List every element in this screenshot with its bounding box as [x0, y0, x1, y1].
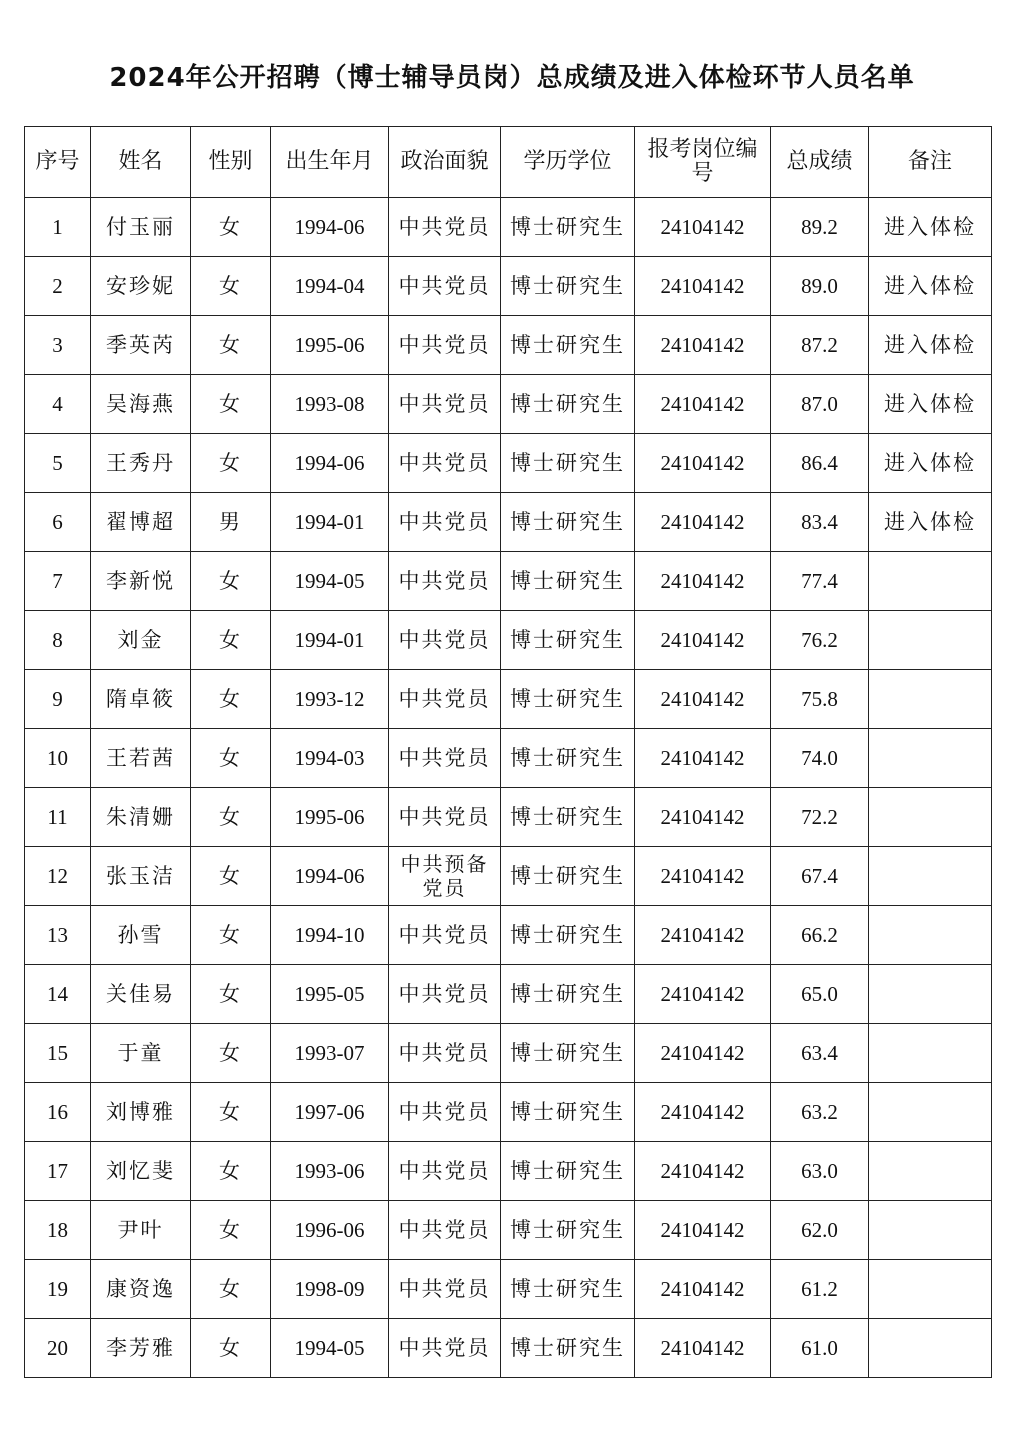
cell-remark — [869, 1083, 992, 1142]
cell-name: 安珍妮 — [91, 257, 191, 316]
header-birth: 出生年月 — [271, 127, 389, 198]
cell-post-code: 24104142 — [635, 670, 771, 729]
cell-political: 中共党员 — [389, 1260, 501, 1319]
table-body — [25, 198, 992, 1378]
cell-political: 中共党员 — [389, 1142, 501, 1201]
cell-degree: 博士研究生 — [501, 434, 635, 493]
table-row — [25, 1024, 992, 1083]
cell-gender: 女 — [191, 788, 271, 847]
cell-score: 67.4 — [771, 847, 869, 906]
table-row — [25, 788, 992, 847]
cell-gender: 女 — [191, 1319, 271, 1378]
cell-political: 中共党员 — [389, 198, 501, 257]
cell-political: 中共党员 — [389, 788, 501, 847]
cell-degree: 博士研究生 — [501, 1201, 635, 1260]
cell-degree: 博士研究生 — [501, 729, 635, 788]
cell-birth: 1994-06 — [271, 847, 389, 906]
cell-gender: 女 — [191, 1260, 271, 1319]
cell-degree: 博士研究生 — [501, 552, 635, 611]
table-header-row — [25, 127, 992, 198]
cell-birth: 1993-12 — [271, 670, 389, 729]
cell-post-code: 24104142 — [635, 434, 771, 493]
cell-degree: 博士研究生 — [501, 611, 635, 670]
cell-index: 7 — [25, 552, 91, 611]
table-row — [25, 670, 992, 729]
cell-index: 17 — [25, 1142, 91, 1201]
cell-post-code: 24104142 — [635, 1201, 771, 1260]
cell-degree: 博士研究生 — [501, 1142, 635, 1201]
table-row — [25, 257, 992, 316]
cell-score: 87.2 — [771, 316, 869, 375]
cell-post-code: 24104142 — [635, 611, 771, 670]
cell-name: 王若茜 — [91, 729, 191, 788]
cell-degree: 博士研究生 — [501, 1083, 635, 1142]
cell-birth: 1994-05 — [271, 1319, 389, 1378]
cell-remark — [869, 1201, 992, 1260]
cell-name: 康资逸 — [91, 1260, 191, 1319]
header-post-code: 报考岗位编号 — [635, 127, 771, 198]
cell-index: 10 — [25, 729, 91, 788]
cell-political: 中共党员 — [389, 611, 501, 670]
cell-birth: 1997-06 — [271, 1083, 389, 1142]
cell-remark — [869, 788, 992, 847]
cell-remark: 进入体检 — [869, 375, 992, 434]
cell-score: 61.0 — [771, 1319, 869, 1378]
cell-index: 20 — [25, 1319, 91, 1378]
cell-name: 刘金 — [91, 611, 191, 670]
cell-gender: 女 — [191, 611, 271, 670]
cell-post-code: 24104142 — [635, 257, 771, 316]
cell-post-code: 24104142 — [635, 1260, 771, 1319]
cell-political: 中共党员 — [389, 1024, 501, 1083]
cell-remark — [869, 1260, 992, 1319]
table-row — [25, 434, 992, 493]
cell-gender: 女 — [191, 316, 271, 375]
cell-index: 9 — [25, 670, 91, 729]
cell-post-code: 24104142 — [635, 552, 771, 611]
cell-post-code: 24104142 — [635, 493, 771, 552]
cell-degree: 博士研究生 — [501, 198, 635, 257]
cell-post-code: 24104142 — [635, 1319, 771, 1378]
cell-gender: 女 — [191, 1201, 271, 1260]
cell-post-code: 24104142 — [635, 198, 771, 257]
cell-index: 1 — [25, 198, 91, 257]
cell-name: 刘博雅 — [91, 1083, 191, 1142]
cell-degree: 博士研究生 — [501, 906, 635, 965]
cell-birth: 1993-08 — [271, 375, 389, 434]
table-row — [25, 965, 992, 1024]
cell-political: 中共党员 — [389, 552, 501, 611]
cell-birth: 1994-03 — [271, 729, 389, 788]
cell-name: 于童 — [91, 1024, 191, 1083]
cell-post-code: 24104142 — [635, 375, 771, 434]
cell-score: 62.0 — [771, 1201, 869, 1260]
cell-birth: 1994-04 — [271, 257, 389, 316]
cell-gender: 女 — [191, 847, 271, 906]
header-remark: 备注 — [869, 127, 992, 198]
cell-post-code: 24104142 — [635, 965, 771, 1024]
cell-score: 63.2 — [771, 1083, 869, 1142]
header-name: 姓名 — [91, 127, 191, 198]
cell-degree: 博士研究生 — [501, 257, 635, 316]
cell-gender: 女 — [191, 1142, 271, 1201]
cell-political: 中共党员 — [389, 906, 501, 965]
cell-remark — [869, 965, 992, 1024]
header-score: 总成绩 — [771, 127, 869, 198]
table-row — [25, 1142, 992, 1201]
cell-degree: 博士研究生 — [501, 847, 635, 906]
cell-remark — [869, 670, 992, 729]
table-row — [25, 198, 992, 257]
cell-post-code: 24104142 — [635, 1142, 771, 1201]
cell-political: 中共党员 — [389, 1083, 501, 1142]
cell-remark — [869, 1142, 992, 1201]
cell-birth: 1995-05 — [271, 965, 389, 1024]
cell-score: 63.0 — [771, 1142, 869, 1201]
table-row — [25, 1319, 992, 1378]
cell-score: 76.2 — [771, 611, 869, 670]
cell-score: 75.8 — [771, 670, 869, 729]
cell-political: 中共党员 — [389, 729, 501, 788]
cell-remark — [869, 611, 992, 670]
cell-gender: 女 — [191, 965, 271, 1024]
cell-name: 翟博超 — [91, 493, 191, 552]
table-row — [25, 1083, 992, 1142]
cell-index: 13 — [25, 906, 91, 965]
cell-index: 18 — [25, 1201, 91, 1260]
cell-name: 王秀丹 — [91, 434, 191, 493]
cell-degree: 博士研究生 — [501, 788, 635, 847]
cell-remark — [869, 1319, 992, 1378]
table-row — [25, 906, 992, 965]
cell-political: 中共党员 — [389, 1319, 501, 1378]
table-row — [25, 611, 992, 670]
cell-post-code: 24104142 — [635, 316, 771, 375]
cell-score: 65.0 — [771, 965, 869, 1024]
cell-score: 61.2 — [771, 1260, 869, 1319]
table-row — [25, 493, 992, 552]
cell-political: 中共预备 党员 — [389, 847, 501, 906]
cell-score: 63.4 — [771, 1024, 869, 1083]
cell-index: 8 — [25, 611, 91, 670]
cell-birth: 1993-07 — [271, 1024, 389, 1083]
cell-gender: 女 — [191, 906, 271, 965]
cell-index: 15 — [25, 1024, 91, 1083]
cell-index: 12 — [25, 847, 91, 906]
table-row — [25, 729, 992, 788]
cell-remark — [869, 552, 992, 611]
cell-index: 14 — [25, 965, 91, 1024]
results-table — [24, 126, 992, 1378]
cell-score: 86.4 — [771, 434, 869, 493]
cell-birth: 1994-10 — [271, 906, 389, 965]
cell-gender: 女 — [191, 375, 271, 434]
header-gender: 性别 — [191, 127, 271, 198]
cell-post-code: 24104142 — [635, 847, 771, 906]
cell-political: 中共党员 — [389, 965, 501, 1024]
cell-name: 尹叶 — [91, 1201, 191, 1260]
cell-score: 77.4 — [771, 552, 869, 611]
table-row — [25, 1260, 992, 1319]
cell-remark: 进入体检 — [869, 316, 992, 375]
cell-remark: 进入体检 — [869, 434, 992, 493]
cell-gender: 女 — [191, 198, 271, 257]
cell-birth: 1998-09 — [271, 1260, 389, 1319]
cell-score: 89.0 — [771, 257, 869, 316]
cell-political: 中共党员 — [389, 257, 501, 316]
cell-degree: 博士研究生 — [501, 1024, 635, 1083]
cell-remark — [869, 1024, 992, 1083]
cell-remark: 进入体检 — [869, 493, 992, 552]
cell-score: 74.0 — [771, 729, 869, 788]
cell-degree: 博士研究生 — [501, 493, 635, 552]
cell-post-code: 24104142 — [635, 729, 771, 788]
cell-index: 11 — [25, 788, 91, 847]
cell-political: 中共党员 — [389, 375, 501, 434]
cell-degree: 博士研究生 — [501, 375, 635, 434]
cell-score: 89.2 — [771, 198, 869, 257]
cell-post-code: 24104142 — [635, 1024, 771, 1083]
cell-birth: 1994-05 — [271, 552, 389, 611]
cell-gender: 男 — [191, 493, 271, 552]
cell-gender: 女 — [191, 1024, 271, 1083]
cell-score: 83.4 — [771, 493, 869, 552]
cell-index: 2 — [25, 257, 91, 316]
cell-name: 李芳雅 — [91, 1319, 191, 1378]
cell-birth: 1993-06 — [271, 1142, 389, 1201]
cell-name: 张玉洁 — [91, 847, 191, 906]
cell-name: 隋卓筱 — [91, 670, 191, 729]
cell-birth: 1995-06 — [271, 788, 389, 847]
cell-gender: 女 — [191, 434, 271, 493]
cell-remark — [869, 847, 992, 906]
cell-political: 中共党员 — [389, 493, 501, 552]
cell-post-code: 24104142 — [635, 788, 771, 847]
cell-remark: 进入体检 — [869, 257, 992, 316]
cell-post-code: 24104142 — [635, 1083, 771, 1142]
cell-birth: 1994-06 — [271, 198, 389, 257]
cell-post-code: 24104142 — [635, 906, 771, 965]
cell-birth: 1995-06 — [271, 316, 389, 375]
cell-index: 3 — [25, 316, 91, 375]
table-row — [25, 552, 992, 611]
header-degree: 学历学位 — [501, 127, 635, 198]
cell-degree: 博士研究生 — [501, 1319, 635, 1378]
cell-score: 66.2 — [771, 906, 869, 965]
cell-birth: 1996-06 — [271, 1201, 389, 1260]
cell-name: 朱清姗 — [91, 788, 191, 847]
cell-political: 中共党员 — [389, 316, 501, 375]
cell-remark — [869, 906, 992, 965]
cell-name: 刘忆斐 — [91, 1142, 191, 1201]
cell-name: 季英芮 — [91, 316, 191, 375]
cell-degree: 博士研究生 — [501, 1260, 635, 1319]
table-row — [25, 375, 992, 434]
cell-gender: 女 — [191, 552, 271, 611]
page-title: 2024年公开招聘（博士辅导员岗）总成绩及进入体检环节人员名单 — [109, 63, 915, 93]
cell-name: 李新悦 — [91, 552, 191, 611]
cell-index: 4 — [25, 375, 91, 434]
cell-name: 关佳易 — [91, 965, 191, 1024]
cell-degree: 博士研究生 — [501, 965, 635, 1024]
cell-name: 孙雪 — [91, 906, 191, 965]
cell-score: 87.0 — [771, 375, 869, 434]
cell-birth: 1994-01 — [271, 493, 389, 552]
table-row — [25, 1201, 992, 1260]
cell-gender: 女 — [191, 670, 271, 729]
cell-political: 中共党员 — [389, 670, 501, 729]
cell-index: 6 — [25, 493, 91, 552]
cell-birth: 1994-01 — [271, 611, 389, 670]
cell-birth: 1994-06 — [271, 434, 389, 493]
cell-degree: 博士研究生 — [501, 316, 635, 375]
cell-gender: 女 — [191, 729, 271, 788]
cell-score: 72.2 — [771, 788, 869, 847]
cell-index: 5 — [25, 434, 91, 493]
cell-gender: 女 — [191, 1083, 271, 1142]
cell-name: 吴海燕 — [91, 375, 191, 434]
header-political: 政治面貌 — [389, 127, 501, 198]
cell-remark — [869, 729, 992, 788]
cell-degree: 博士研究生 — [501, 670, 635, 729]
cell-political: 中共党员 — [389, 1201, 501, 1260]
table-row — [25, 316, 992, 375]
cell-index: 16 — [25, 1083, 91, 1142]
cell-political: 中共党员 — [389, 434, 501, 493]
header-index: 序号 — [25, 127, 91, 198]
cell-gender: 女 — [191, 257, 271, 316]
cell-name: 付玉丽 — [91, 198, 191, 257]
table-row — [25, 847, 992, 906]
cell-index: 19 — [25, 1260, 91, 1319]
cell-remark: 进入体检 — [869, 198, 992, 257]
